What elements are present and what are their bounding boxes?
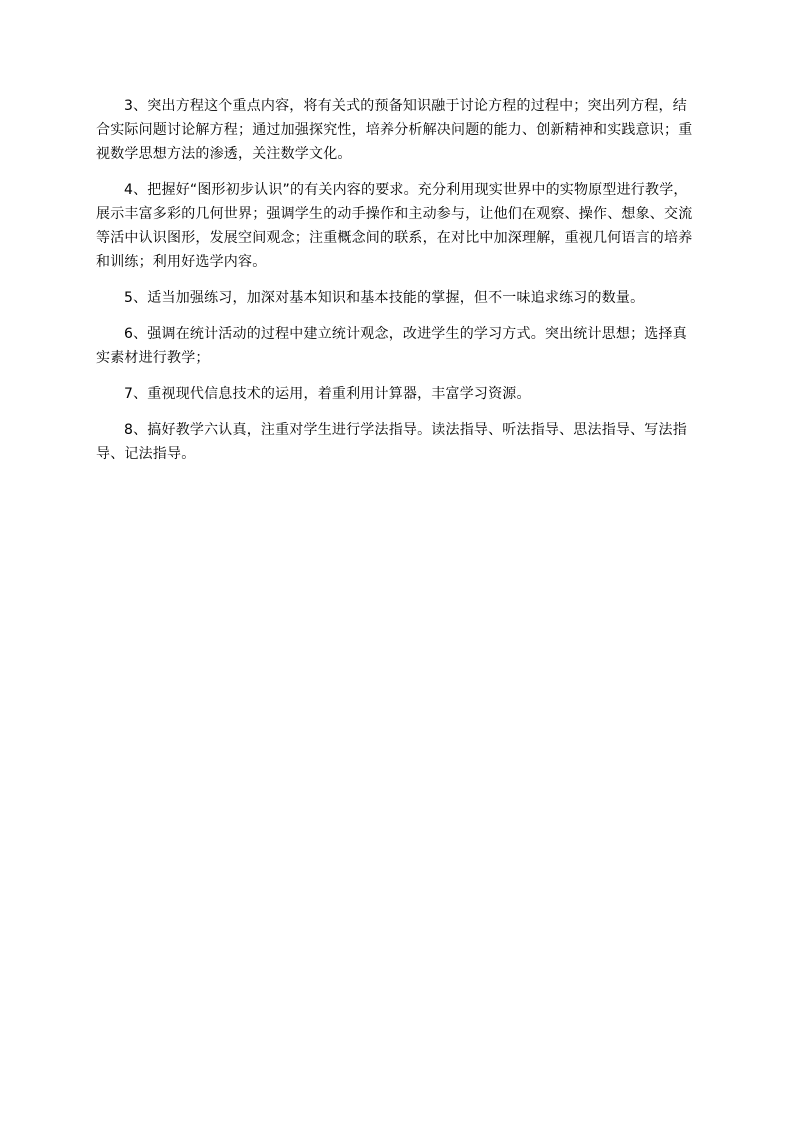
paragraph-4: 4、把握好“图形初步认识”的有关内容的要求。充分利用现实世界中的实物原型进行教学，展示丰富多彩的几何世界；强调学生的动手操作和主动参与，让他们在观察、操作、想象、交流等活中认识图形，发展空间观念；注重概念间的联系，在对比中加深理解，重视几何语言的培养和训练；利用好选学内容。: [96, 182, 693, 270]
paragraph-6: 6、强调在统计活动的过程中建立统计观念，改进学生的学习方式。突出统计思想；选择真实素材进行教学；: [96, 326, 687, 366]
paragraph-7: 7、重视现代信息技术的运用，着重利用计算器，丰富学习资源。: [124, 386, 531, 402]
paragraph-8: 8、搞好教学六认真，注重对学生进行学法指导。读法指导、听法指导、思法指导、写法指导、记法指导。: [96, 422, 687, 462]
paragraph-5: 5、适当加强练习，加深对基本知识和基本技能的掌握，但不一味追求练习的数量。: [124, 290, 645, 306]
document-body: [96, 94, 696, 478]
paragraph-3: 3、突出方程这个重点内容，将有关式的预备知识融于讨论方程的过程中；突出列方程，结合实际问题讨论解方程；通过加强探究性，培养分析解决问题的能力、创新精神和实践意识；重视数学思想方法的渗透，关注数学文化。: [96, 98, 693, 162]
